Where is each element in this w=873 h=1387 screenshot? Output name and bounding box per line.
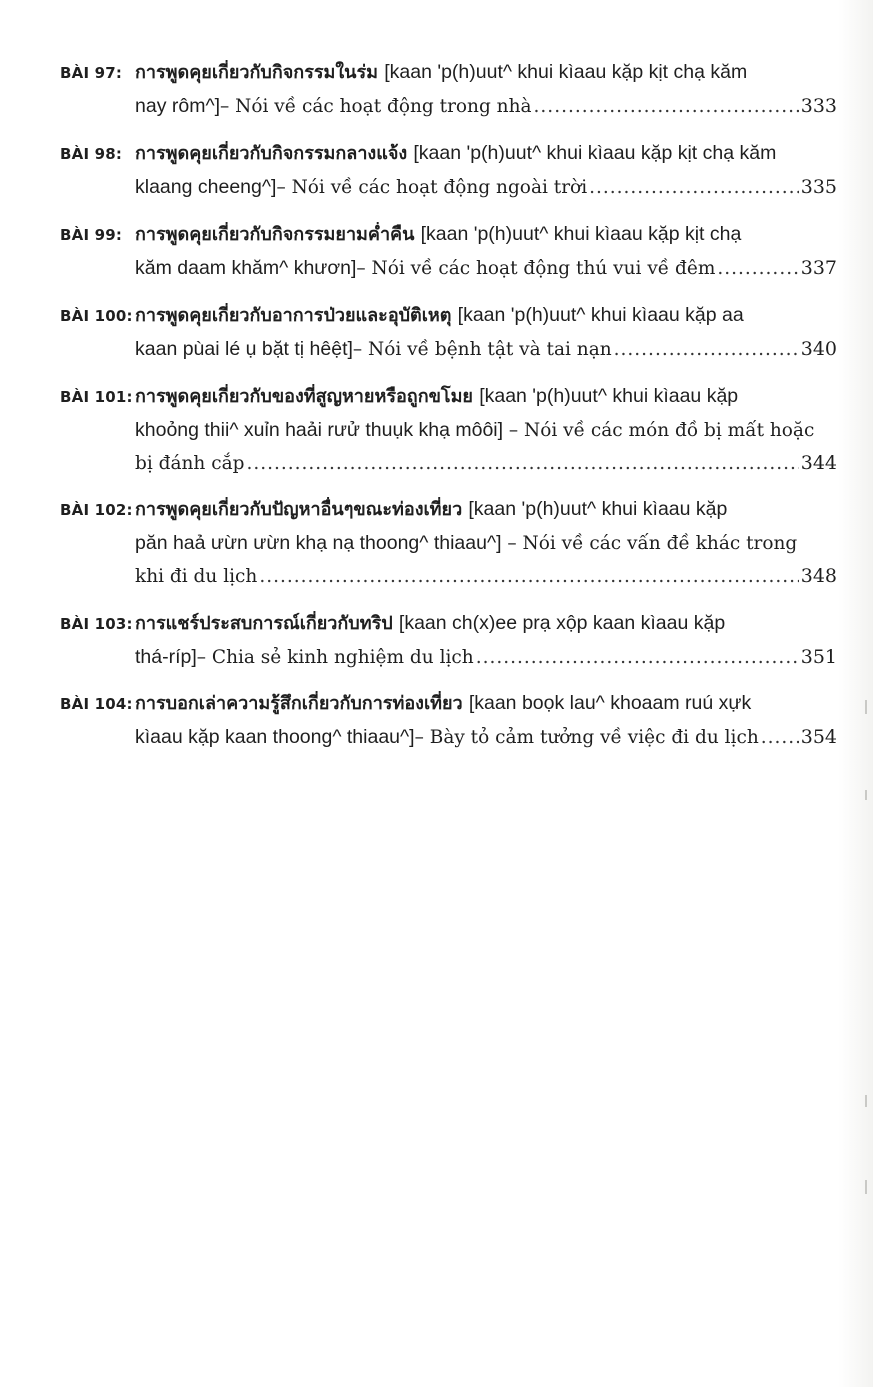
- page-number: 337: [800, 257, 837, 279]
- romanization-cont: klaang cheeng^]: [135, 176, 277, 198]
- romanization: [kaan 'p(h)uut^ khui kìaau kặp aa: [457, 304, 744, 326]
- romanization-cont: kăm daam khăm^ khươn]: [135, 257, 357, 279]
- vietnamese-title: – Chia sẻ kinh nghiệm du lịch: [196, 647, 474, 668]
- entry-leader-line: [135, 564, 837, 589]
- dot-leader: [259, 565, 798, 589]
- page-number: 333: [800, 95, 837, 117]
- thai-title: การแชร์ประสบการณ์เกี่ยวกับทริป: [135, 613, 393, 634]
- vietnamese-title: – Bày tỏ cảm tưởng về việc đi du lịch: [414, 727, 759, 748]
- entry-leader-line: [135, 175, 837, 200]
- lesson-number: BÀI 104:: [60, 695, 133, 713]
- scan-mark: [865, 1095, 867, 1107]
- entry-heading: [60, 611, 835, 636]
- scan-mark: [865, 790, 867, 800]
- entry-heading: [60, 222, 835, 247]
- vietnamese-title: – Nói về các món đồ bị mất hoặc: [503, 420, 815, 441]
- entry-leader-line: [135, 337, 837, 362]
- entry-heading: [60, 303, 835, 328]
- lesson-number: BÀI 99:: [60, 226, 123, 244]
- entry-continuation: [135, 531, 837, 556]
- romanization-cont: thá-ríp]: [135, 646, 197, 668]
- romanization-cont: kaan pùai lé ụ bặt tị hêệt]: [135, 338, 353, 360]
- lesson-number: BÀI 103:: [60, 615, 133, 633]
- romanization-cont: kìaau kặp kaan thoong^ thiaau^]: [135, 726, 415, 748]
- vietnamese-title: – Nói về bệnh tật và tai nạn: [352, 339, 612, 360]
- romanization: [kaan boọk lau^ khoaam ruú xựk: [468, 692, 752, 714]
- dot-leader: [761, 726, 799, 750]
- romanization: [kaan 'p(h)uut^ khui kìaau kặp kịt chạ kăm: [413, 142, 777, 164]
- lesson-number: BÀI 98:: [60, 145, 123, 163]
- vietnamese-title: – Nói về các vấn đề khác trong: [501, 533, 798, 554]
- thai-title: การบอกเล่าความรู้สึกเกี่ยวกับการท่องเที่ยว: [135, 693, 463, 714]
- vietnamese-title: – Nói về các hoạt động thú vui về đêm: [356, 258, 716, 279]
- entry-leader-line: [135, 451, 837, 476]
- scan-mark: [865, 1180, 867, 1194]
- page-number: 335: [800, 176, 837, 198]
- dot-leader: [476, 646, 799, 670]
- lesson-number: BÀI 102:: [60, 501, 133, 519]
- entry-heading: [60, 60, 835, 85]
- page-number: 351: [800, 646, 837, 668]
- romanization: [kaan 'p(h)uut^ khui kìaau kặp kịt chạ kăm: [384, 61, 748, 83]
- vietnamese-title: – Nói về các hoạt động trong nhà: [220, 96, 532, 117]
- entry-heading: [60, 497, 835, 522]
- thai-title: การพูดคุยเกี่ยวกับปัญหาอื่นๆขณะท่องเที่ยว: [135, 499, 463, 520]
- lesson-number: BÀI 101:: [60, 388, 133, 406]
- vietnamese-title-cont: khi đi du lịch: [135, 566, 258, 587]
- vietnamese-title-cont: bị đánh cắp: [135, 453, 245, 474]
- entry-heading: [60, 384, 835, 409]
- page-number: 354: [800, 726, 837, 748]
- romanization-cont: khoỏng thii^ xuỉn haải rưử thuụk khạ môôi]: [135, 419, 504, 441]
- page-number: 348: [800, 565, 837, 587]
- thai-title: การพูดคุยเกี่ยวกับของที่สูญหายหรือถูกขโมย: [135, 386, 473, 407]
- lesson-number: BÀI 100:: [60, 307, 133, 325]
- romanization: [kaan 'p(h)uut^ khui kìaau kặp: [479, 385, 739, 407]
- entry-leader-line: [135, 645, 837, 670]
- romanization: [kaan 'p(h)uut^ khui kìaau kặp: [468, 498, 728, 520]
- thai-title: การพูดคุยเกี่ยวกับกิจกรรมยามค่ำคืน: [135, 224, 415, 245]
- entry-heading: [60, 141, 835, 166]
- entry-leader-line: [135, 94, 837, 119]
- romanization-cont: păn haả ưừn ưừn khạ nạ thoong^ thiaau^]: [135, 532, 502, 554]
- dot-leader: [717, 257, 798, 281]
- dot-leader: [534, 95, 799, 119]
- lesson-number: BÀI 97:: [60, 64, 123, 82]
- thai-title: การพูดคุยเกี่ยวกับกิจกรรมในร่ม: [135, 62, 379, 83]
- dot-leader: [246, 452, 798, 476]
- entry-heading: [60, 691, 835, 716]
- entry-leader-line: [135, 725, 837, 750]
- romanization: [kaan 'p(h)uut^ khui kìaau kặp kịt chạ: [420, 223, 742, 245]
- page-number: 340: [800, 338, 837, 360]
- thai-title: การพูดคุยเกี่ยวกับกิจกรรมกลางแจ้ง: [135, 143, 408, 164]
- romanization: [kaan ch(x)ee prạ xộp kaan kìaau kặp: [398, 612, 726, 634]
- page-number: 344: [800, 452, 837, 474]
- romanization-cont: nay rôm^]: [135, 95, 221, 117]
- entry-continuation: [135, 418, 837, 443]
- dot-leader: [589, 176, 799, 200]
- vietnamese-title: – Nói về các hoạt động ngoài trời: [276, 177, 588, 198]
- entry-leader-line: [135, 256, 837, 281]
- scan-mark: [865, 700, 867, 714]
- thai-title: การพูดคุยเกี่ยวกับอาการป่วยและอุบัติเหตุ: [135, 305, 452, 326]
- dot-leader: [614, 338, 799, 362]
